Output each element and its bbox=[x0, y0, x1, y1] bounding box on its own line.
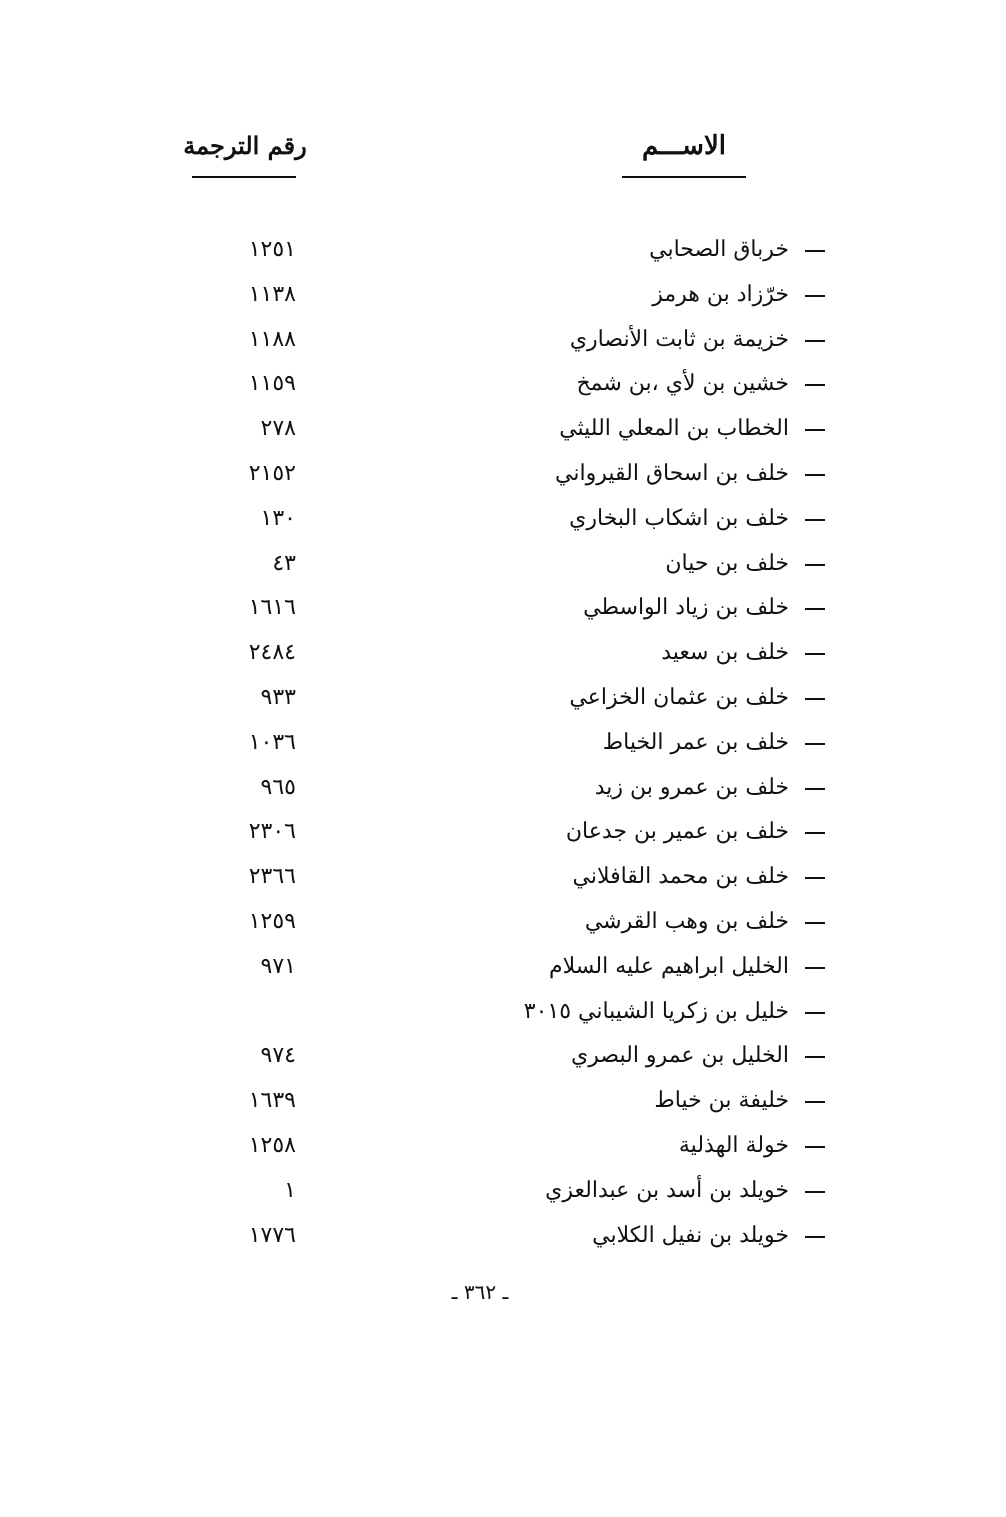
entry-name: خليفة بن خياط bbox=[654, 1088, 789, 1114]
entry-dash bbox=[805, 967, 825, 969]
index-entry bbox=[200, 407, 825, 452]
entry-dash bbox=[805, 1146, 825, 1148]
entry-biography-number: ٤٣ bbox=[272, 550, 296, 576]
index-entry bbox=[200, 362, 825, 407]
entry-biography-number: ١ bbox=[284, 1177, 296, 1203]
index-entry bbox=[200, 318, 825, 363]
page-number: ـ ٣٦٢ ـ bbox=[451, 1280, 509, 1304]
entry-name: خرباق الصحابي bbox=[649, 237, 789, 262]
index-entry bbox=[200, 676, 825, 721]
entry-name: خلف بن عمرو بن زيد bbox=[594, 774, 789, 800]
entry-dash bbox=[805, 922, 825, 924]
entry-name: خلف بن حيان bbox=[665, 550, 789, 576]
entry-dash bbox=[805, 384, 825, 386]
index-entry bbox=[200, 855, 825, 900]
entry-biography-number: ١٢٥١ bbox=[248, 237, 296, 262]
entry-biography-number: ١١٥٩ bbox=[248, 371, 296, 397]
entry-biography-number: ١٠٣٦ bbox=[248, 729, 296, 755]
index-entry bbox=[200, 810, 825, 855]
index-entry bbox=[200, 497, 825, 542]
index-entry bbox=[200, 586, 825, 631]
number-column-header: رقم الترجمة bbox=[183, 131, 307, 160]
index-entry bbox=[200, 228, 825, 273]
entry-dash bbox=[805, 788, 825, 790]
entry-dash bbox=[805, 474, 825, 476]
entry-name: خزيمة بن ثابت الأنصاري bbox=[569, 326, 789, 352]
index-entry bbox=[200, 1214, 825, 1259]
entry-name: خلف بن وهب القرشي bbox=[584, 908, 789, 934]
entry-dash bbox=[805, 564, 825, 566]
entry-dash bbox=[805, 832, 825, 834]
entry-biography-number: ١٦١٦ bbox=[248, 595, 296, 621]
entry-biography-number: ٩٦٥ bbox=[260, 774, 296, 800]
entry-dash bbox=[805, 743, 825, 745]
entry-name: خلف بن عمر الخياط bbox=[602, 729, 789, 755]
entry-name: خلف بن اسحاق القيرواني bbox=[555, 460, 789, 486]
entry-biography-number: ٢٤٨٤ bbox=[248, 640, 296, 666]
entry-dash bbox=[805, 1056, 825, 1058]
entry-name: خرّزاد بن هرمز bbox=[652, 281, 789, 307]
number-header-underline bbox=[192, 176, 296, 178]
index-entry bbox=[200, 1034, 825, 1079]
index-entry bbox=[200, 945, 825, 990]
entry-name: خلف بن عمير بن جدعان bbox=[565, 819, 789, 845]
entry-biography-number: ١٣٠ bbox=[260, 505, 296, 531]
entry-biography-number: ٩٧١ bbox=[260, 953, 296, 979]
entry-dash bbox=[805, 1101, 825, 1103]
index-entry bbox=[200, 1079, 825, 1124]
entry-name: خلف بن سعيد bbox=[661, 640, 789, 666]
entry-dash bbox=[805, 1236, 825, 1238]
entry-dash bbox=[805, 698, 825, 700]
entry-dash bbox=[805, 429, 825, 431]
entry-name: خلف بن عثمان الخزاعي bbox=[569, 684, 789, 710]
entry-dash bbox=[805, 250, 825, 252]
entry-name: خليل بن زكريا الشيباني ٣٠١٥ bbox=[523, 998, 789, 1024]
index-entry bbox=[200, 766, 825, 811]
index-entry bbox=[200, 1124, 825, 1169]
index-entry bbox=[200, 721, 825, 766]
entry-dash bbox=[805, 519, 825, 521]
index-entry bbox=[200, 990, 825, 1035]
entry-name: الخليل ابراهيم عليه السلام bbox=[549, 953, 789, 979]
index-entry bbox=[200, 452, 825, 497]
name-column-header: الاســـم bbox=[642, 131, 726, 161]
entry-name: خشين بن لأي ،بن شمخ bbox=[576, 371, 789, 397]
entry-name: خلف بن محمد القافلاني bbox=[572, 864, 789, 890]
entry-biography-number: ١٧٧٦ bbox=[248, 1222, 296, 1248]
index-entry bbox=[200, 273, 825, 318]
entry-biography-number: ٢٧٨ bbox=[260, 416, 296, 442]
entry-biography-number: ١٦٣٩ bbox=[248, 1088, 296, 1114]
entry-name: خلف بن اشكاب البخاري bbox=[569, 505, 789, 531]
index-entry bbox=[200, 631, 825, 676]
entry-biography-number: ١٢٥٩ bbox=[248, 908, 296, 934]
entry-dash bbox=[805, 340, 825, 342]
entry-biography-number: ١١٣٨ bbox=[248, 281, 296, 307]
entry-dash bbox=[805, 653, 825, 655]
entry-biography-number: ١١٨٨ bbox=[248, 326, 296, 352]
entry-biography-number: ٢٣٦٦ bbox=[248, 864, 296, 890]
entry-name: الخليل بن عمرو البصري bbox=[571, 1043, 789, 1069]
index-entry bbox=[200, 542, 825, 587]
index-entry bbox=[200, 1169, 825, 1214]
entry-biography-number: ٩٧٤ bbox=[260, 1043, 296, 1069]
entry-dash bbox=[805, 877, 825, 879]
entry-dash bbox=[805, 1012, 825, 1014]
entry-dash bbox=[805, 295, 825, 297]
entry-dash bbox=[805, 1191, 825, 1193]
entry-name: الخطاب بن المعلي الليثي bbox=[559, 416, 789, 442]
entry-name: خويلد بن نفيل الكلابي bbox=[592, 1222, 789, 1248]
entry-name: خويلد بن أسد بن عبدالعزي bbox=[545, 1177, 789, 1203]
entry-biography-number: ٢١٥٢ bbox=[248, 460, 296, 486]
entry-biography-number: ١٢٥٨ bbox=[248, 1132, 296, 1158]
index-entries-list bbox=[200, 228, 825, 1258]
entry-biography-number: ٩٣٣ bbox=[260, 684, 296, 710]
entry-dash bbox=[805, 608, 825, 610]
index-entry bbox=[200, 900, 825, 945]
entry-biography-number: ٢٣٠٦ bbox=[248, 819, 296, 845]
entry-name: خلف بن زياد الواسطي bbox=[583, 595, 789, 621]
name-header-underline bbox=[622, 176, 746, 178]
entry-name: خولة الهذلية bbox=[678, 1132, 789, 1158]
